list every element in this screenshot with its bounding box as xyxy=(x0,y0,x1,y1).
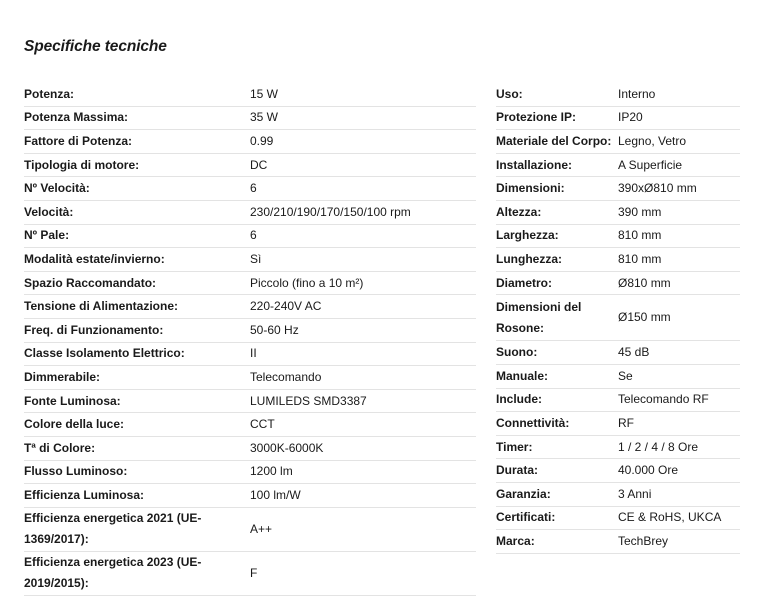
spec-label: Installazione: xyxy=(496,157,573,172)
page-title: Specifiche tecniche xyxy=(24,38,167,55)
spec-row xyxy=(496,483,740,507)
spec-row xyxy=(496,177,740,201)
spec-value: 0.99 xyxy=(250,133,274,148)
spec-value: 6 xyxy=(250,228,257,243)
spec-label: Flusso Luminoso: xyxy=(24,464,128,479)
spec-label: Tipologia di motore: xyxy=(24,157,140,172)
spec-value: RF xyxy=(618,415,634,430)
spec-label: Certificati: xyxy=(496,510,556,525)
spec-label: Suono: xyxy=(496,345,538,360)
spec-value: Piccolo (fino a 10 m²) xyxy=(250,275,364,290)
spec-value: Telecomando xyxy=(250,369,322,384)
spec-label: Fattore di Potenza: xyxy=(24,133,133,148)
spec-label: Dimensioni del Rosone: xyxy=(496,299,582,335)
spec-row xyxy=(496,154,740,178)
spec-value: LUMILEDS SMD3387 xyxy=(250,393,367,408)
spec-label: Durata: xyxy=(496,463,539,478)
spec-label: Classe Isolamento Elettrico: xyxy=(24,346,185,361)
spec-row xyxy=(24,177,476,201)
spec-label: Modalità estate/invierno: xyxy=(24,251,165,266)
spec-value: DC xyxy=(250,157,268,172)
spec-value: A++ xyxy=(250,521,273,536)
spec-label: Altezza: xyxy=(496,204,542,219)
spec-row xyxy=(24,225,476,249)
spec-value: 1200 lm xyxy=(250,464,293,479)
spec-label: Materiale del Corpo: xyxy=(496,133,612,148)
right-spec-table xyxy=(496,83,740,554)
spec-row xyxy=(24,272,476,296)
spec-value: 810 mm xyxy=(618,251,662,266)
spec-value: Ø150 mm xyxy=(618,310,671,325)
spec-row xyxy=(496,412,740,436)
spec-value: II xyxy=(250,346,257,361)
spec-row xyxy=(24,201,476,225)
spec-row xyxy=(496,341,740,365)
spec-value: F xyxy=(250,565,258,580)
spec-value: 230/210/190/170/150/100 rpm xyxy=(250,204,411,219)
spec-label: Dimmerabile: xyxy=(24,369,101,384)
spec-label: Larghezza: xyxy=(496,228,559,243)
spec-row xyxy=(24,366,476,390)
spec-value: 390 mm xyxy=(618,204,662,219)
spec-row xyxy=(496,295,740,341)
spec-label: Spazio Raccomandato: xyxy=(24,275,157,290)
spec-value: 15 W xyxy=(250,86,279,101)
spec-label: Marca: xyxy=(496,533,535,548)
spec-row xyxy=(496,530,740,554)
spec-row xyxy=(24,295,476,319)
spec-value: 50-60 Hz xyxy=(250,322,299,337)
spec-row xyxy=(24,154,476,178)
spec-label: Garanzia: xyxy=(496,486,551,501)
spec-label: Efficienza Luminosa: xyxy=(24,487,145,502)
spec-row xyxy=(496,459,740,483)
spec-label: Timer: xyxy=(496,439,533,454)
spec-row xyxy=(24,508,476,552)
spec-value: Ø810 mm xyxy=(618,275,671,290)
spec-row xyxy=(496,201,740,225)
spec-row xyxy=(24,461,476,485)
spec-label: Connettività: xyxy=(496,415,570,430)
spec-value: 45 dB xyxy=(618,345,650,360)
spec-value: CCT xyxy=(250,417,275,432)
spec-row xyxy=(496,272,740,296)
spec-row xyxy=(496,507,740,531)
spec-row xyxy=(496,389,740,413)
spec-value: 40.000 Ore xyxy=(618,463,679,478)
spec-value: Se xyxy=(618,368,633,383)
spec-label: Potenza: xyxy=(24,86,75,101)
spec-value: CE & RoHS, UKCA xyxy=(618,510,722,525)
spec-value: 3 Anni xyxy=(618,486,652,501)
spec-value: 390xØ810 mm xyxy=(618,181,697,196)
spec-value: 3000K-6000K xyxy=(250,440,324,455)
spec-row xyxy=(496,225,740,249)
spec-value: TechBrey xyxy=(618,533,669,548)
spec-value: 35 W xyxy=(250,110,279,125)
spec-row xyxy=(496,130,740,154)
spec-row xyxy=(24,130,476,154)
spec-row xyxy=(24,437,476,461)
spec-value: 6 xyxy=(250,181,257,196)
spec-label: Tª di Colore: xyxy=(24,440,96,455)
spec-label: Lunghezza: xyxy=(496,251,562,266)
spec-label: Nº Velocità: xyxy=(24,181,90,196)
spec-label: Manuale: xyxy=(496,368,549,383)
spec-row xyxy=(496,365,740,389)
spec-label: Velocità: xyxy=(24,204,74,219)
spec-row xyxy=(496,248,740,272)
spec-label: Potenza Massima: xyxy=(24,110,129,125)
spec-value: Interno xyxy=(618,86,656,101)
spec-label: Efficienza energetica 2023 (UE-2019/2015): xyxy=(24,555,202,591)
spec-row xyxy=(496,83,740,107)
spec-row xyxy=(24,390,476,414)
spec-value: 220-240V AC xyxy=(250,299,322,314)
spec-value: 810 mm xyxy=(618,228,662,243)
spec-row xyxy=(24,319,476,343)
spec-value: A Superficie xyxy=(618,157,683,172)
spec-label: Protezione IP: xyxy=(496,110,577,125)
spec-row xyxy=(24,107,476,131)
spec-label: Fonte Luminosa: xyxy=(24,393,121,408)
spec-row xyxy=(496,436,740,460)
spec-row xyxy=(24,83,476,107)
spec-row xyxy=(24,413,476,437)
spec-label: Dimensioni: xyxy=(496,181,565,196)
spec-value: Telecomando RF xyxy=(618,392,709,407)
spec-label: Uso: xyxy=(496,86,523,101)
left-spec-table xyxy=(24,83,476,596)
spec-label: Freq. di Funzionamento: xyxy=(24,322,164,337)
spec-row xyxy=(496,107,740,131)
spec-row xyxy=(24,552,476,596)
spec-label: Efficienza energetica 2021 (UE-1369/2017): xyxy=(24,511,202,547)
spec-value: IP20 xyxy=(618,110,643,125)
spec-label: Tensione di Alimentazione: xyxy=(24,299,179,314)
spec-value: Legno, Vetro xyxy=(618,133,687,148)
spec-row xyxy=(24,484,476,508)
spec-row xyxy=(24,343,476,367)
spec-label: Colore della luce: xyxy=(24,417,125,432)
spec-value: 1 / 2 / 4 / 8 Ore xyxy=(618,439,699,454)
spec-row xyxy=(24,248,476,272)
spec-label: Nº Pale: xyxy=(24,228,70,243)
spec-label: Include: xyxy=(496,392,543,407)
spec-label: Diametro: xyxy=(496,275,553,290)
spec-value: 100 lm/W xyxy=(250,487,301,502)
spec-value: Sì xyxy=(250,251,262,266)
